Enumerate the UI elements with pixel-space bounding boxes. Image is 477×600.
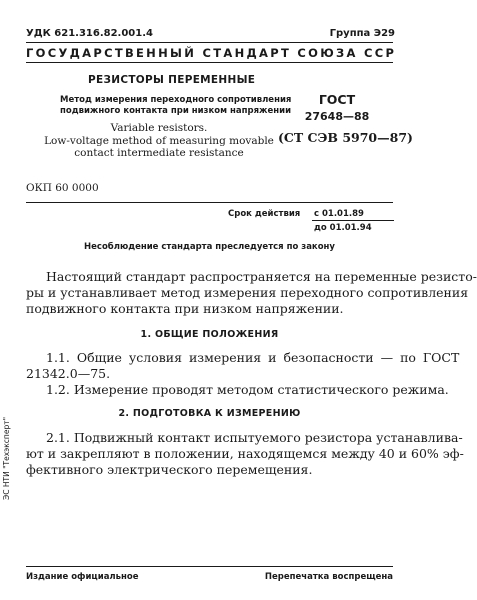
section1-p1-line1: 1.1. Общие условия измерения и безопасности — по ГОСТ (46, 350, 460, 365)
section1-heading: 1. ОБЩИЕ ПОЛОЖЕНИЯ (140, 329, 279, 340)
title-en-line1: Variable resistors. (110, 122, 208, 134)
section1-p2: 1.2. Измерение проводят методом статистического режима. (46, 382, 449, 397)
gost-number: 27648—88 (304, 110, 370, 123)
validity-rule (312, 220, 394, 221)
section2-p1-line1: 2.1. Подвижный контакт испытуемого резистора устанавлива- (46, 430, 463, 445)
gost-label: ГОСТ (318, 92, 356, 107)
validity-to: до 01.01.94 (314, 223, 372, 233)
section1-p1-line2: 21342.0—75. (26, 366, 111, 381)
okp-code: ОКП 60 0000 (26, 182, 99, 194)
subtitle-ru (60, 95, 292, 117)
validity-from: с 01.01.89 (314, 209, 364, 219)
subtitle-ru-line1: Метод измерения переходного сопротивления (60, 95, 292, 105)
group-code: Группа Э29 (329, 28, 395, 39)
publisher-stamp: ЭС НТИ "Техэксперт" (2, 416, 11, 500)
intro-line1: Настоящий стандарт распространяется на переменные резисто- (46, 269, 477, 284)
section2-p1-line2: ют и закрепляют в положении, находящемся между 40 и 60% эф- (26, 446, 464, 461)
title-en-line2: Low-voltage method of measuring movable (44, 134, 274, 147)
footer-reprint-prohibited: Перепечатка воспрещена (264, 572, 393, 582)
intro-line3: подвижного контакта при низком напряжении. (26, 301, 344, 316)
udk-code: УДК 621.316.82.001.4 (26, 28, 153, 39)
validity-label: Срок действия (228, 209, 301, 219)
footer-official-edition: Издание официальное (26, 572, 139, 582)
title-ru: РЕЗИСТОРЫ ПЕРЕМЕННЫЕ (88, 74, 256, 86)
section2-p1-line3: фективного электрического перемещения. (26, 462, 313, 477)
footer-rule (26, 566, 393, 567)
legal-notice: Несоблюдение стандарта преследуется по закону (84, 242, 335, 252)
subtitle-ru-line2: подвижного контакта при низком напряжении (60, 106, 292, 116)
title-en (44, 122, 274, 160)
top-rule-1 (26, 42, 393, 43)
title-bottom-rule (26, 202, 393, 203)
sev-number: (СТ СЭВ 5970—87) (278, 130, 413, 145)
title-en-line3: contact intermediate resistance (74, 147, 244, 159)
top-rule-2 (26, 62, 393, 63)
intro-line2: ры и устанавливает метод измерения переходного сопротивления (26, 285, 469, 300)
section2-heading: 2. ПОДГОТОВКА К ИЗМЕРЕНИЮ (118, 408, 301, 419)
state-standard-banner: ГОСУДАРСТВЕННЫЙ СТАНДАРТ СОЮЗА ССР (26, 46, 397, 60)
